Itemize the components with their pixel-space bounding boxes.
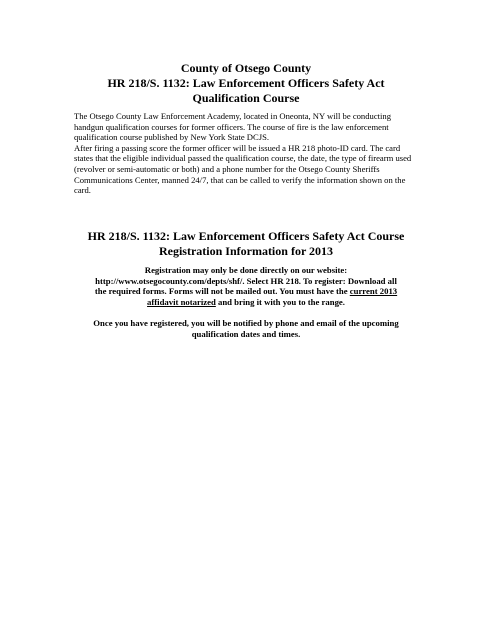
intro-section (74, 111, 420, 196)
affidavit-notarized-text: affidavit notarized (147, 296, 216, 307)
notification-notice (72, 318, 420, 339)
registration-line-3-text: the required forms. Forms will not be mailed out. You must have the (94, 286, 348, 297)
registration-website-line: http://www.otsegocounty.com/depts/shf/. Select HR 218. To register: Download all (95, 275, 397, 286)
registration-line-4-text: and bring it with you to the range. (218, 296, 345, 307)
registration-line-4 (72, 297, 420, 308)
title-county: County of Otsego County (180, 61, 312, 75)
intro-paragraph-2: After firing a passing score the former officer will be issued a HR 218 photo-ID card. The card states that the eligible individual passed the qualification course, the date, the type of firearm used (revolver or semi-automatic or both) and a phone number for the Otsego County Sheriffs Communications Center, manned 24/7, that can be called to verify the information shown on the card. (74, 142, 412, 196)
title-course: Qualification Course (192, 91, 300, 105)
intro-paragraph-1: The Otsego County Law Enforcement Academy, located in Oneonta, NY will be conducting handgun qualification courses for former officers. The course of fire is the law enforcement qualification course published by New York State DCJS. (74, 111, 392, 143)
current-year-text: current 2013 (349, 286, 398, 297)
registration-heading-line-1: HR 218/S. 1132: Law Enforcement Officers Safety Act Course (87, 229, 405, 243)
registration-instructions (72, 265, 420, 307)
registration-heading-line-2: Registration Information for 2013 (158, 244, 334, 258)
registration-heading (74, 229, 418, 259)
document-title (74, 61, 418, 106)
notice-line-1: Once you have registered, you will be notified by phone and email of the upcoming (93, 318, 399, 328)
title-act: HR 218/S. 1132: Law Enforcement Officers Safety Act (107, 76, 385, 90)
registration-line-3 (72, 286, 420, 297)
notice-line-2: qualification dates and times. (191, 328, 301, 339)
registration-line-1: Registration may only be done directly on our website: (144, 265, 348, 275)
